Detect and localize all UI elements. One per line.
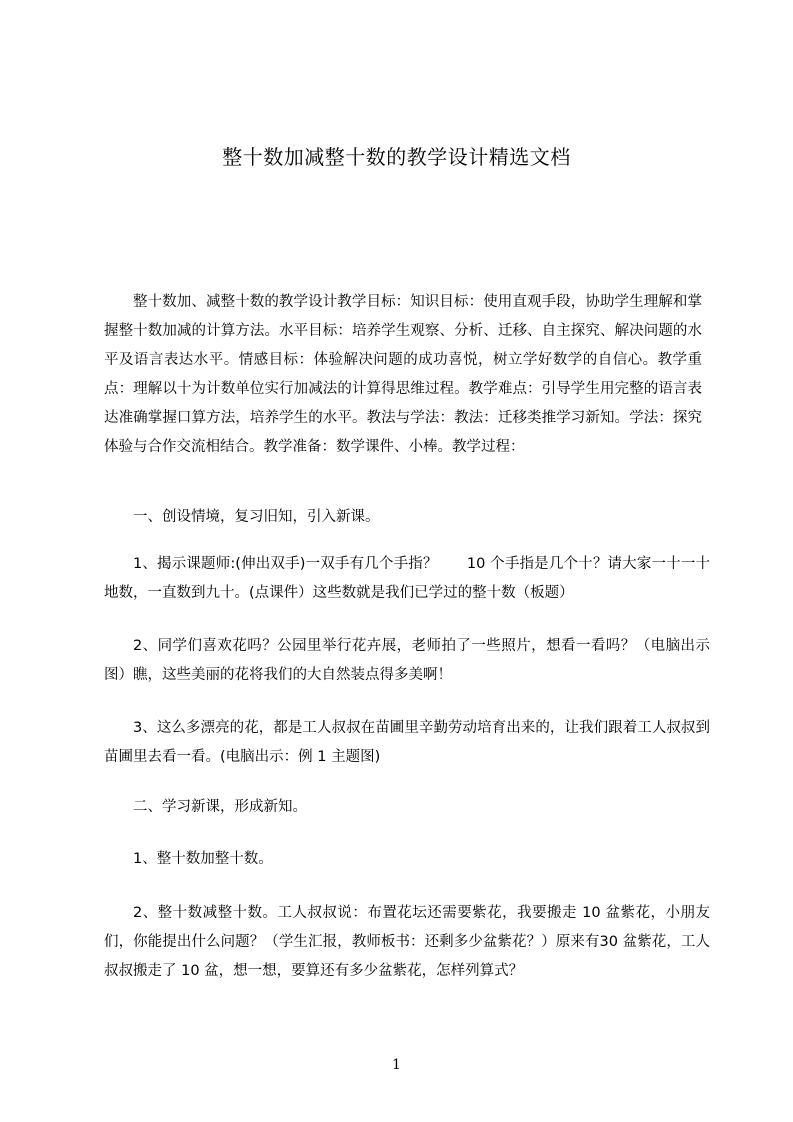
paragraph-section-one-heading: 一、创设情境，复习旧知，引入新课。 (133, 509, 380, 525)
paragraph-addition: 1、整十数加整十数。 (133, 851, 273, 867)
page-number: 1 (392, 1057, 401, 1073)
paragraph-nursery: 3、这么多漂亮的花，都是工人叔叔在苗圃里辛勤劳动培育出来的，让我们跟着工人叔叔到苗圃里去看一看。(电脑出示：例 1 主题图) (104, 720, 710, 765)
paragraph-section-two-heading: 二、学习新课，形成新知。 (133, 799, 307, 815)
paragraph-flower-show: 2、同学们喜欢花吗？公园里举行花卉展，老师拍了一些照片，想看一看吗？（电脑出示图）瞧，这些美丽的花将我们的大自然装点得多美啊！ (104, 638, 710, 683)
paragraph-subtraction: 2、整十数减整十数。工人叔叔说：布置花坛还需要紫花，我要搬走 10 盆紫花，小朋友们，你能提出什么问题？（学生汇报，教师板书：还剩多少盆紫花？）原来有30 盆紫花，工人叔叔搬走了 10 盆，想一想，要算还有多少盆紫花，怎样列算式？ (104, 905, 710, 979)
document-title: 整十数加减整十数的教学设计精选文档 (222, 145, 571, 169)
paragraph-reveal-topic: 1、揭示课题师:(伸出双手)一双手有几个手指？ 10 个手指是几个十？请大家一十一十地数，一直数到九十。(点课件）这些数就是我们已学过的整十数（板题） (104, 556, 710, 601)
paragraph-teaching-design: 整十数加、减整十数的教学设计教学目标：知识目标：使用直观手段，协助学生理解和掌握整十数加减的计算方法。水平目标：培养学生观察、分析、迁移、自主探究、解决问题的水平及语言表达水平。情感目标：体验解决问题的成功喜悦，树立学好数学的自信心。教学重点：理解以十为计数单位实行加减法的计算得思维过程。教学难点：引导学生用完整的语言表达准确掌握口算方法，培养学生的水平。教法与学法：教法：迁移类推学习新知。学法：探究体验与合作交流相结合。教学准备：数学课件、小棒。教学过程： (104, 294, 702, 455)
